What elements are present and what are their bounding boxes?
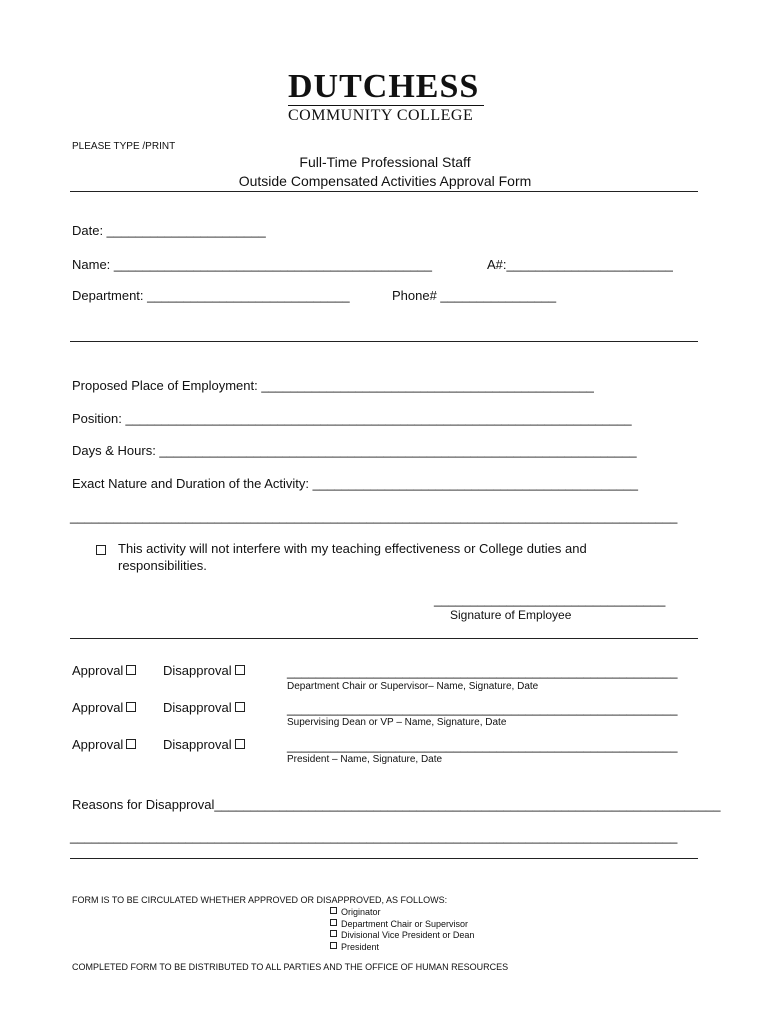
routing-checkbox[interactable] xyxy=(330,907,337,914)
routing-checkbox[interactable] xyxy=(330,919,337,926)
disapproval-option[interactable]: Disapproval xyxy=(163,700,245,715)
supervising-dean-signature-label: Supervising Dean or VP – Name, Signature, Date xyxy=(287,717,507,728)
routing-checkbox[interactable] xyxy=(330,930,337,937)
divider-top xyxy=(70,191,698,192)
routing-item: Department Chair or Supervisor xyxy=(330,919,474,931)
department-chair-signature-label: Department Chair or Supervisor– Name, Signature, Date xyxy=(287,681,539,692)
disapproval-checkbox[interactable] xyxy=(235,739,245,749)
nature-duration-continuation[interactable]: ____________________________________________________________________________________ xyxy=(70,509,678,524)
disapproval-checkbox[interactable] xyxy=(235,702,245,712)
employee-signature-line[interactable]: ________________________________ xyxy=(434,592,666,607)
certification-text-line1: This activity will not interfere with my teaching effectiveness or College duties and xyxy=(118,541,587,556)
form-title-line2: Outside Compensated Activities Approval Form xyxy=(238,173,532,189)
place-of-employment-field[interactable]: Proposed Place of Employment: ______________________________________________ xyxy=(72,378,594,393)
divider-info xyxy=(70,341,698,342)
approval-option[interactable]: Approval xyxy=(72,663,136,678)
department-field[interactable]: Department: ____________________________ xyxy=(72,288,350,303)
president-signature-label: President – Name, Signature, Date xyxy=(287,754,443,765)
employee-signature-label: Signature of Employee xyxy=(450,608,572,622)
days-hours-field[interactable]: Days & Hours: __________________________________________________________________ xyxy=(72,443,637,458)
reasons-for-disapproval-field[interactable]: Reasons for Disapproval______________________________________________________________________ xyxy=(72,797,721,812)
disapproval-checkbox[interactable] xyxy=(235,665,245,675)
divider-approvals xyxy=(70,638,698,639)
a-number-field[interactable]: A#:_______________________ xyxy=(487,257,673,272)
certification-checkbox[interactable] xyxy=(96,545,106,555)
name-field[interactable]: Name: ____________________________________________ xyxy=(72,257,433,272)
routing-item: President xyxy=(330,942,474,954)
instruction-text: PLEASE TYPE /PRINT xyxy=(72,141,176,152)
department-chair-signature-line[interactable]: ______________________________________________________ xyxy=(287,664,678,679)
supervising-dean-signature-line[interactable]: ______________________________________________________ xyxy=(287,701,678,716)
logo-rule xyxy=(288,105,484,106)
date-field[interactable]: Date: ______________________ xyxy=(72,223,266,238)
president-signature-line[interactable]: ______________________________________________________ xyxy=(287,738,678,753)
routing-item: Divisional Vice President or Dean xyxy=(330,930,474,942)
approval-checkbox[interactable] xyxy=(126,665,136,675)
college-logo-sub: COMMUNITY COLLEGE xyxy=(288,107,474,124)
approval-option[interactable]: Approval xyxy=(72,700,136,715)
routing-heading: FORM IS TO BE CIRCULATED WHETHER APPROVED OR DISAPPROVED, AS FOLLOWS: xyxy=(72,895,448,905)
approval-checkbox[interactable] xyxy=(126,702,136,712)
approval-option[interactable]: Approval xyxy=(72,737,136,752)
college-logo-name: DUTCHESS xyxy=(288,68,480,105)
divider-bottom xyxy=(70,858,698,859)
disapproval-option[interactable]: Disapproval xyxy=(163,737,245,752)
approval-checkbox[interactable] xyxy=(126,739,136,749)
position-field[interactable]: Position: ______________________________________________________________________ xyxy=(72,411,632,426)
routing-list xyxy=(330,907,474,953)
distribution-footer: COMPLETED FORM TO BE DISTRIBUTED TO ALL PARTIES AND THE OFFICE OF HUMAN RESOURCES xyxy=(72,962,509,972)
reasons-continuation-line[interactable]: ____________________________________________________________________________________ xyxy=(70,829,678,844)
nature-duration-field[interactable]: Exact Nature and Duration of the Activity: _____________________________________________ xyxy=(72,476,638,491)
routing-item: Originator xyxy=(330,907,474,919)
form-title-line1: Full-Time Professional Staff xyxy=(299,154,471,170)
routing-checkbox[interactable] xyxy=(330,942,337,949)
phone-field[interactable]: Phone# ________________ xyxy=(392,288,557,303)
disapproval-option[interactable]: Disapproval xyxy=(163,663,245,678)
certification-text-line2: responsibilities. xyxy=(118,558,207,573)
